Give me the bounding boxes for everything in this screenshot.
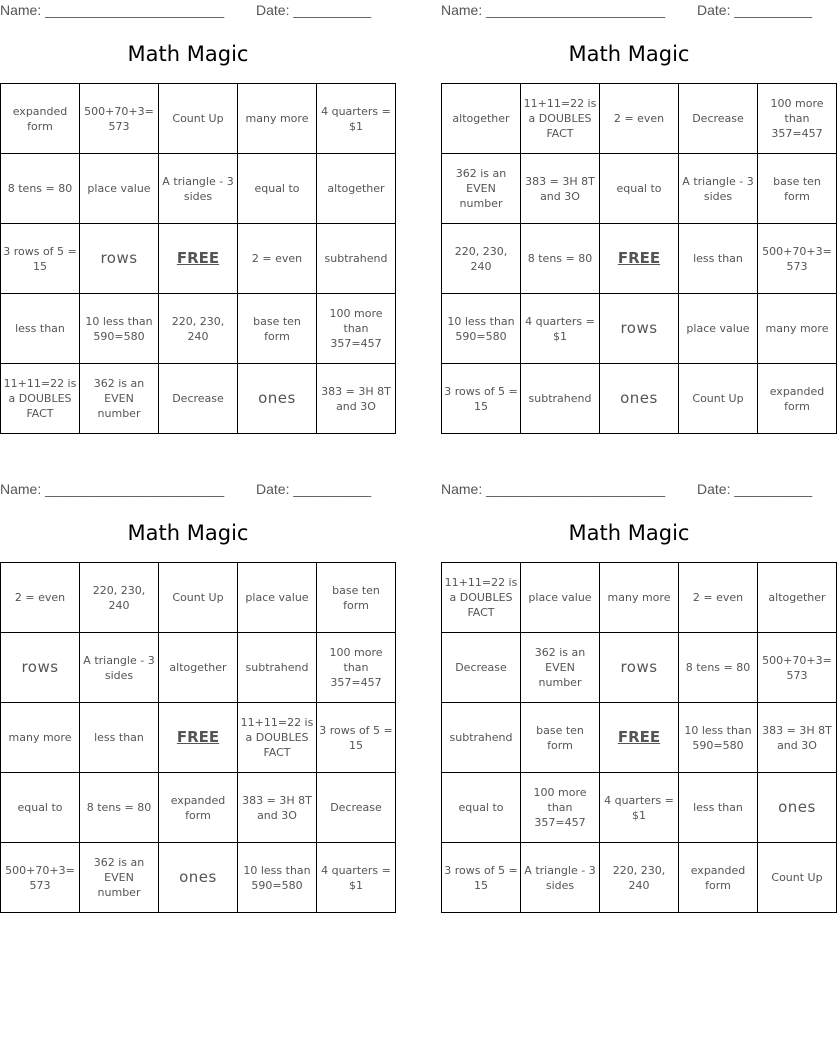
bingo-cell[interactable]: 8 tens = 80 xyxy=(521,224,600,294)
bingo-cell[interactable]: Decrease xyxy=(442,633,521,703)
bingo-row xyxy=(442,773,837,843)
card-title: Math Magic xyxy=(127,521,249,545)
bingo-cell[interactable]: rows xyxy=(1,633,80,703)
bingo-card-2 xyxy=(441,0,832,440)
bingo-cell[interactable]: 220, 230, 240 xyxy=(80,563,159,633)
bingo-cell[interactable]: 3 rows of 5 = 15 xyxy=(442,364,521,434)
bingo-cell[interactable]: 220, 230, 240 xyxy=(159,294,238,364)
bingo-cell[interactable]: altogether xyxy=(442,84,521,154)
bingo-cell[interactable]: 3 rows of 5 = 15 xyxy=(317,703,396,773)
date-field[interactable]: Date: __________ xyxy=(256,2,372,18)
bingo-cell[interactable]: ones xyxy=(238,364,317,434)
bingo-row xyxy=(442,294,837,364)
bingo-row xyxy=(1,843,396,913)
bingo-row xyxy=(442,633,837,703)
bingo-cell[interactable]: Decrease xyxy=(679,84,758,154)
bingo-cell[interactable]: Count Up xyxy=(679,364,758,434)
name-date-line xyxy=(441,479,817,499)
bingo-cell[interactable]: subtrahend xyxy=(238,633,317,703)
bingo-cell[interactable]: many more xyxy=(600,563,679,633)
bingo-cell[interactable]: equal to xyxy=(238,154,317,224)
free-space[interactable]: FREE xyxy=(600,703,679,773)
name-date-line xyxy=(0,0,376,20)
bingo-cell[interactable]: 362 is an EVEN number xyxy=(521,633,600,703)
free-space[interactable]: FREE xyxy=(159,703,238,773)
name-field[interactable]: Name: _______________________ xyxy=(0,2,225,18)
bingo-cell[interactable]: equal to xyxy=(600,154,679,224)
bingo-row xyxy=(1,773,396,843)
name-date-line xyxy=(0,479,376,499)
bingo-cell[interactable]: 383 = 3H 8T and 3O xyxy=(317,364,396,434)
bingo-cell[interactable]: base ten form xyxy=(238,294,317,364)
bingo-cell[interactable]: rows xyxy=(600,294,679,364)
bingo-card-4 xyxy=(441,479,832,919)
bingo-cell[interactable]: 10 less than 590=580 xyxy=(679,703,758,773)
bingo-cell[interactable]: 2 = even xyxy=(679,563,758,633)
bingo-cell[interactable]: ones xyxy=(758,773,837,843)
bingo-row xyxy=(1,154,396,224)
bingo-card-1 xyxy=(0,0,391,440)
bingo-cell[interactable]: place value xyxy=(238,563,317,633)
bingo-cell[interactable]: many more xyxy=(238,84,317,154)
bingo-cell[interactable]: 220, 230, 240 xyxy=(600,843,679,913)
bingo-row xyxy=(1,224,396,294)
bingo-cell[interactable]: 362 is an EVEN number xyxy=(80,364,159,434)
bingo-cell[interactable]: 500+70+3= 573 xyxy=(758,224,837,294)
bingo-cell[interactable]: altogether xyxy=(317,154,396,224)
bingo-cell[interactable]: 11+11=22 is a DOUBLES FACT xyxy=(521,84,600,154)
bingo-cell[interactable]: altogether xyxy=(159,633,238,703)
card-title: Math Magic xyxy=(127,42,249,66)
bingo-row xyxy=(1,703,396,773)
bingo-cell[interactable]: 4 quarters = $1 xyxy=(317,84,396,154)
bingo-cell[interactable]: ones xyxy=(600,364,679,434)
bingo-cell[interactable]: base ten form xyxy=(317,563,396,633)
bingo-cell[interactable]: ones xyxy=(159,843,238,913)
bingo-row xyxy=(442,154,837,224)
bingo-row xyxy=(442,364,837,434)
bingo-cell[interactable]: Count Up xyxy=(758,843,837,913)
bingo-cell[interactable]: base ten form xyxy=(521,703,600,773)
bingo-cell[interactable]: Decrease xyxy=(159,364,238,434)
bingo-cell[interactable]: 500+70+3= 573 xyxy=(1,843,80,913)
bingo-cell[interactable]: 100 more than 357=457 xyxy=(317,294,396,364)
bingo-cell[interactable]: base ten form xyxy=(758,154,837,224)
bingo-cell[interactable]: 100 more than 357=457 xyxy=(758,84,837,154)
bingo-cell[interactable]: 4 quarters = $1 xyxy=(600,773,679,843)
bingo-cell[interactable]: place value xyxy=(80,154,159,224)
bingo-row xyxy=(1,294,396,364)
bingo-cell[interactable]: 362 is an EVEN number xyxy=(80,843,159,913)
card-title: Math Magic xyxy=(568,42,690,66)
bingo-cell[interactable]: expanded form xyxy=(679,843,758,913)
bingo-cell[interactable]: 11+11=22 is a DOUBLES FACT xyxy=(238,703,317,773)
bingo-cell[interactable]: A triangle - 3 sides xyxy=(159,154,238,224)
bingo-cell[interactable]: equal to xyxy=(1,773,80,843)
date-field[interactable]: Date: __________ xyxy=(256,481,372,497)
bingo-cell[interactable]: equal to xyxy=(442,773,521,843)
bingo-cell[interactable]: subtrahend xyxy=(521,364,600,434)
bingo-cell[interactable]: A triangle - 3 sides xyxy=(80,633,159,703)
bingo-row xyxy=(442,563,837,633)
bingo-row xyxy=(442,703,837,773)
card-title: Math Magic xyxy=(568,521,690,545)
bingo-cell[interactable]: place value xyxy=(521,563,600,633)
bingo-cell[interactable]: 500+70+3= 573 xyxy=(758,633,837,703)
bingo-cell[interactable]: Decrease xyxy=(317,773,396,843)
bingo-cell[interactable]: 362 is an EVEN number xyxy=(442,154,521,224)
date-field[interactable]: Date: __________ xyxy=(697,481,813,497)
bingo-cell[interactable]: 10 less than 590=580 xyxy=(80,294,159,364)
bingo-row xyxy=(1,633,396,703)
bingo-card-3 xyxy=(0,479,393,919)
bingo-cell[interactable]: less than xyxy=(679,773,758,843)
bingo-cell[interactable]: 8 tens = 80 xyxy=(679,633,758,703)
bingo-row xyxy=(1,84,396,154)
bingo-cell[interactable]: 500+70+3= 573 xyxy=(80,84,159,154)
bingo-grid xyxy=(0,562,396,913)
bingo-grid xyxy=(441,83,837,434)
bingo-grid xyxy=(441,562,837,913)
bingo-cell[interactable]: 2 = even xyxy=(1,563,80,633)
bingo-cell[interactable]: less than xyxy=(1,294,80,364)
bingo-cell[interactable]: altogether xyxy=(758,563,837,633)
date-field[interactable]: Date: __________ xyxy=(697,2,813,18)
bingo-cell[interactable]: less than xyxy=(80,703,159,773)
name-field[interactable]: Name: _______________________ xyxy=(441,2,666,18)
bingo-row xyxy=(442,224,837,294)
bingo-cell[interactable]: expanded form xyxy=(758,364,837,434)
bingo-cell[interactable]: 4 quarters = $1 xyxy=(521,294,600,364)
bingo-cell[interactable]: rows xyxy=(600,633,679,703)
bingo-cell[interactable]: expanded form xyxy=(1,84,80,154)
bingo-row xyxy=(1,364,396,434)
bingo-cell[interactable]: Count Up xyxy=(159,84,238,154)
bingo-cell[interactable]: 10 less than 590=580 xyxy=(442,294,521,364)
bingo-cell[interactable]: place value xyxy=(679,294,758,364)
bingo-cell[interactable]: 3 rows of 5 = 15 xyxy=(442,843,521,913)
bingo-row xyxy=(442,84,837,154)
bingo-cell[interactable]: 383 = 3H 8T and 3O xyxy=(758,703,837,773)
bingo-cell[interactable]: 11+11=22 is a DOUBLES FACT xyxy=(442,563,521,633)
bingo-cell[interactable]: 383 = 3H 8T and 3O xyxy=(521,154,600,224)
bingo-cell[interactable]: many more xyxy=(1,703,80,773)
bingo-cell[interactable]: 8 tens = 80 xyxy=(1,154,80,224)
bingo-cell[interactable]: A triangle - 3 sides xyxy=(521,843,600,913)
bingo-cell[interactable]: 100 more than 357=457 xyxy=(317,633,396,703)
name-date-line xyxy=(441,0,817,20)
bingo-cell[interactable]: 100 more than 357=457 xyxy=(521,773,600,843)
bingo-row xyxy=(1,563,396,633)
bingo-cell[interactable]: 3 rows of 5 = 15 xyxy=(1,224,80,294)
bingo-cell[interactable]: Count Up xyxy=(159,563,238,633)
bingo-cell[interactable]: 10 less than 590=580 xyxy=(238,843,317,913)
bingo-cell[interactable]: 8 tens = 80 xyxy=(80,773,159,843)
bingo-cell[interactable]: 2 = even xyxy=(238,224,317,294)
bingo-row xyxy=(442,843,837,913)
free-space[interactable]: FREE xyxy=(600,224,679,294)
bingo-cell[interactable]: less than xyxy=(679,224,758,294)
name-field[interactable]: Name: _______________________ xyxy=(0,481,225,497)
free-space[interactable]: FREE xyxy=(159,224,238,294)
bingo-cell[interactable]: 2 = even xyxy=(600,84,679,154)
bingo-grid xyxy=(0,83,396,434)
bingo-cell[interactable]: A triangle - 3 sides xyxy=(679,154,758,224)
name-field[interactable]: Name: _______________________ xyxy=(441,481,666,497)
bingo-cell[interactable]: expanded form xyxy=(159,773,238,843)
bingo-cell[interactable]: 383 = 3H 8T and 3O xyxy=(238,773,317,843)
bingo-cell[interactable]: 220, 230, 240 xyxy=(442,224,521,294)
bingo-cell[interactable]: subtrahend xyxy=(442,703,521,773)
bingo-cell[interactable]: many more xyxy=(758,294,837,364)
bingo-cell[interactable]: rows xyxy=(80,224,159,294)
bingo-cell[interactable]: subtrahend xyxy=(317,224,396,294)
bingo-cell[interactable]: 4 quarters = $1 xyxy=(317,843,396,913)
bingo-cell[interactable]: 11+11=22 is a DOUBLES FACT xyxy=(1,364,80,434)
